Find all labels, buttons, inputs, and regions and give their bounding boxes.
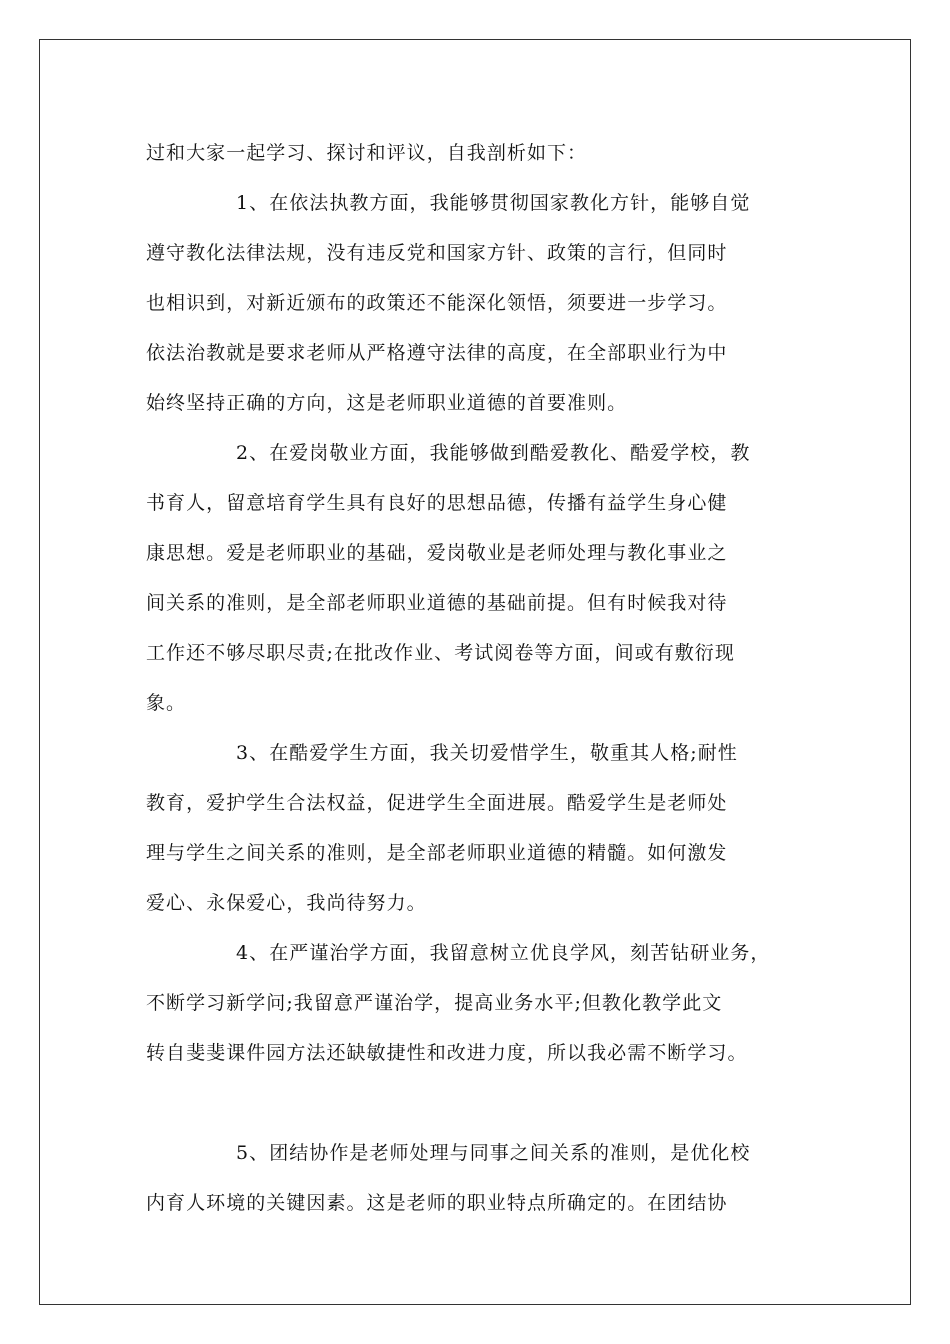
paragraph-gap: [146, 1078, 822, 1128]
text-line: 理与学生之间关系的准则，是全部老师职业道德的精髓。如何激发: [146, 842, 728, 864]
text-line: 间关系的准则，是全部老师职业道德的基础前提。但有时候我对待: [146, 592, 728, 614]
text-line: 工作还不够尽职尽责;在批改作业、考试阅卷等方面，间或有敷衍现: [146, 642, 735, 664]
text-line: 不断学习新学问;我留意严谨治学，提高业务水平;但教化教学此文: [146, 992, 723, 1014]
text-line: 书育人，留意培育学生具有良好的思想品德，传播有益学生身心健: [146, 492, 728, 514]
text-line: 康思想。爱是老师职业的基础，爱岗敬业是老师处理与教化事业之: [146, 542, 728, 564]
text-line: 遵守教化法律法规，没有违反党和国家方针、政策的言行，但同时: [146, 242, 728, 264]
paragraph-1-start: 1、在依法执教方面，我能够贯彻国家教化方针，能够自觉: [236, 192, 751, 214]
text-line: 教育，爱护学生合法权益，促进学生全面进展。酷爱学生是老师处: [146, 792, 728, 814]
text-line: 爱心、永保爱心，我尚待努力。: [146, 892, 427, 914]
text-line: 内育人环境的关键因素。这是老师的职业特点所确定的。在团结协: [146, 1192, 728, 1214]
text-line: 转自斐斐课件园方法还缺敏捷性和改进力度，所以我必需不断学习。: [146, 1042, 748, 1064]
text-line: 也相识到，对新近颁布的政策还不能深化领悟，须要进一步学习。: [146, 292, 728, 314]
text-line: 依法治教就是要求老师从严格遵守法律的高度，在全部职业行为中: [146, 342, 728, 364]
text-line: 象。: [146, 692, 187, 714]
document-body: [146, 128, 822, 1228]
paragraph-4-start: 4、在严谨治学方面，我留意树立优良学风，刻苦钻研业务，: [236, 942, 771, 964]
text-line: 始终坚持正确的方向，这是老师职业道德的首要准则。: [146, 392, 628, 414]
text-line: 过和大家一起学习、探讨和评议，自我剖析如下：: [146, 142, 588, 164]
paragraph-2-start: 2、在爱岗敬业方面，我能够做到酷爱教化、酷爱学校，教: [236, 442, 751, 464]
paragraph-3-start: 3、在酷爱学生方面，我关切爱惜学生，敬重其人格;耐性: [236, 742, 738, 764]
paragraph-5-start: 5、团结协作是老师处理与同事之间关系的准则，是优化校: [236, 1142, 751, 1164]
